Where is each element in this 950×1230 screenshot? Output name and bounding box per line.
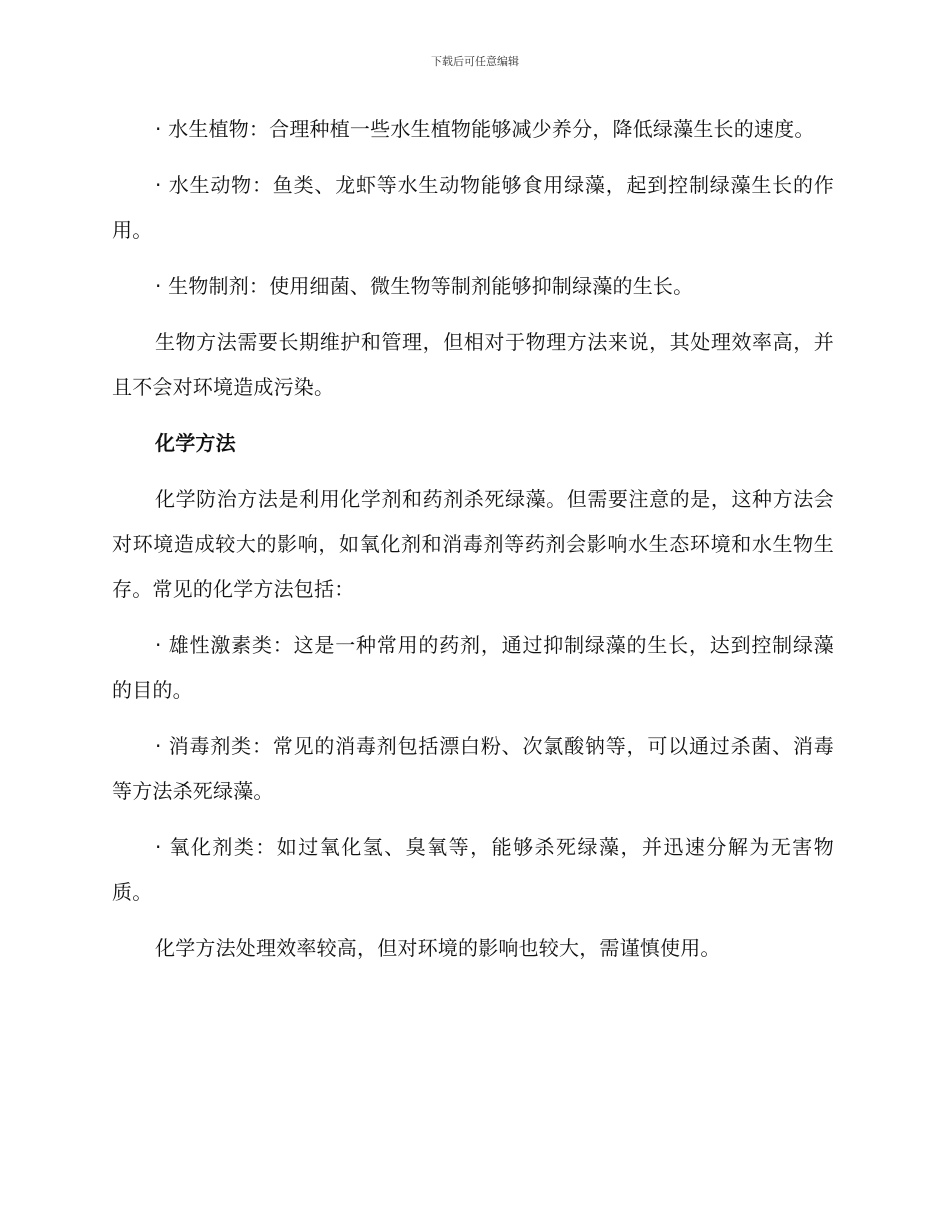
bullet-aquatic-animals: · 水生动物：鱼类、龙虾等水生动物能够食用绿藻，起到控制绿藻生长的作用。 xyxy=(112,173,834,242)
bullet-biological-agents: · 生物制剂：使用细菌、微生物等制剂能够抑制绿藻的生长。 xyxy=(155,274,694,298)
biological-summary-paragraph: 生物方法需要长期维护和管理，但相对于物理方法来说，其处理效率高，并且不会对环境造成污染。 xyxy=(112,330,834,399)
bullet-androgens: · 雄性激素类：这是一种常用的药剂，通过抑制绿藻的生长，达到控制绿藻的目的。 xyxy=(112,633,834,702)
chemical-summary-paragraph: 化学方法处理效率较高，但对环境的影响也较大，需谨慎使用。 xyxy=(155,936,721,960)
bullet-disinfectants: · 消毒剂类：常见的消毒剂包括漂白粉、次氯酸钠等，可以通过杀菌、消毒等方法杀死绿藻。 xyxy=(112,734,834,803)
bullet-oxidants: · 氧化剂类：如过氧化氢、臭氧等，能够杀死绿藻，并迅速分解为无害物质。 xyxy=(112,835,834,904)
chemical-intro-paragraph: 化学防治方法是利用化学剂和药剂杀死绿藻。但需要注意的是，这种方法会对环境造成较大的影响，如氧化剂和消毒剂等药剂会影响水生态环境和水生物生存。常见的化学方法包括： xyxy=(112,487,834,601)
document-body xyxy=(112,107,834,982)
bullet-aquatic-plants: · 水生植物：合理种植一些水生植物能够减少养分，降低绿藻生长的速度。 xyxy=(155,117,815,141)
section-heading-chemical: 化学方法 xyxy=(155,431,236,455)
page-header: 下载后可任意编辑 xyxy=(431,55,519,68)
